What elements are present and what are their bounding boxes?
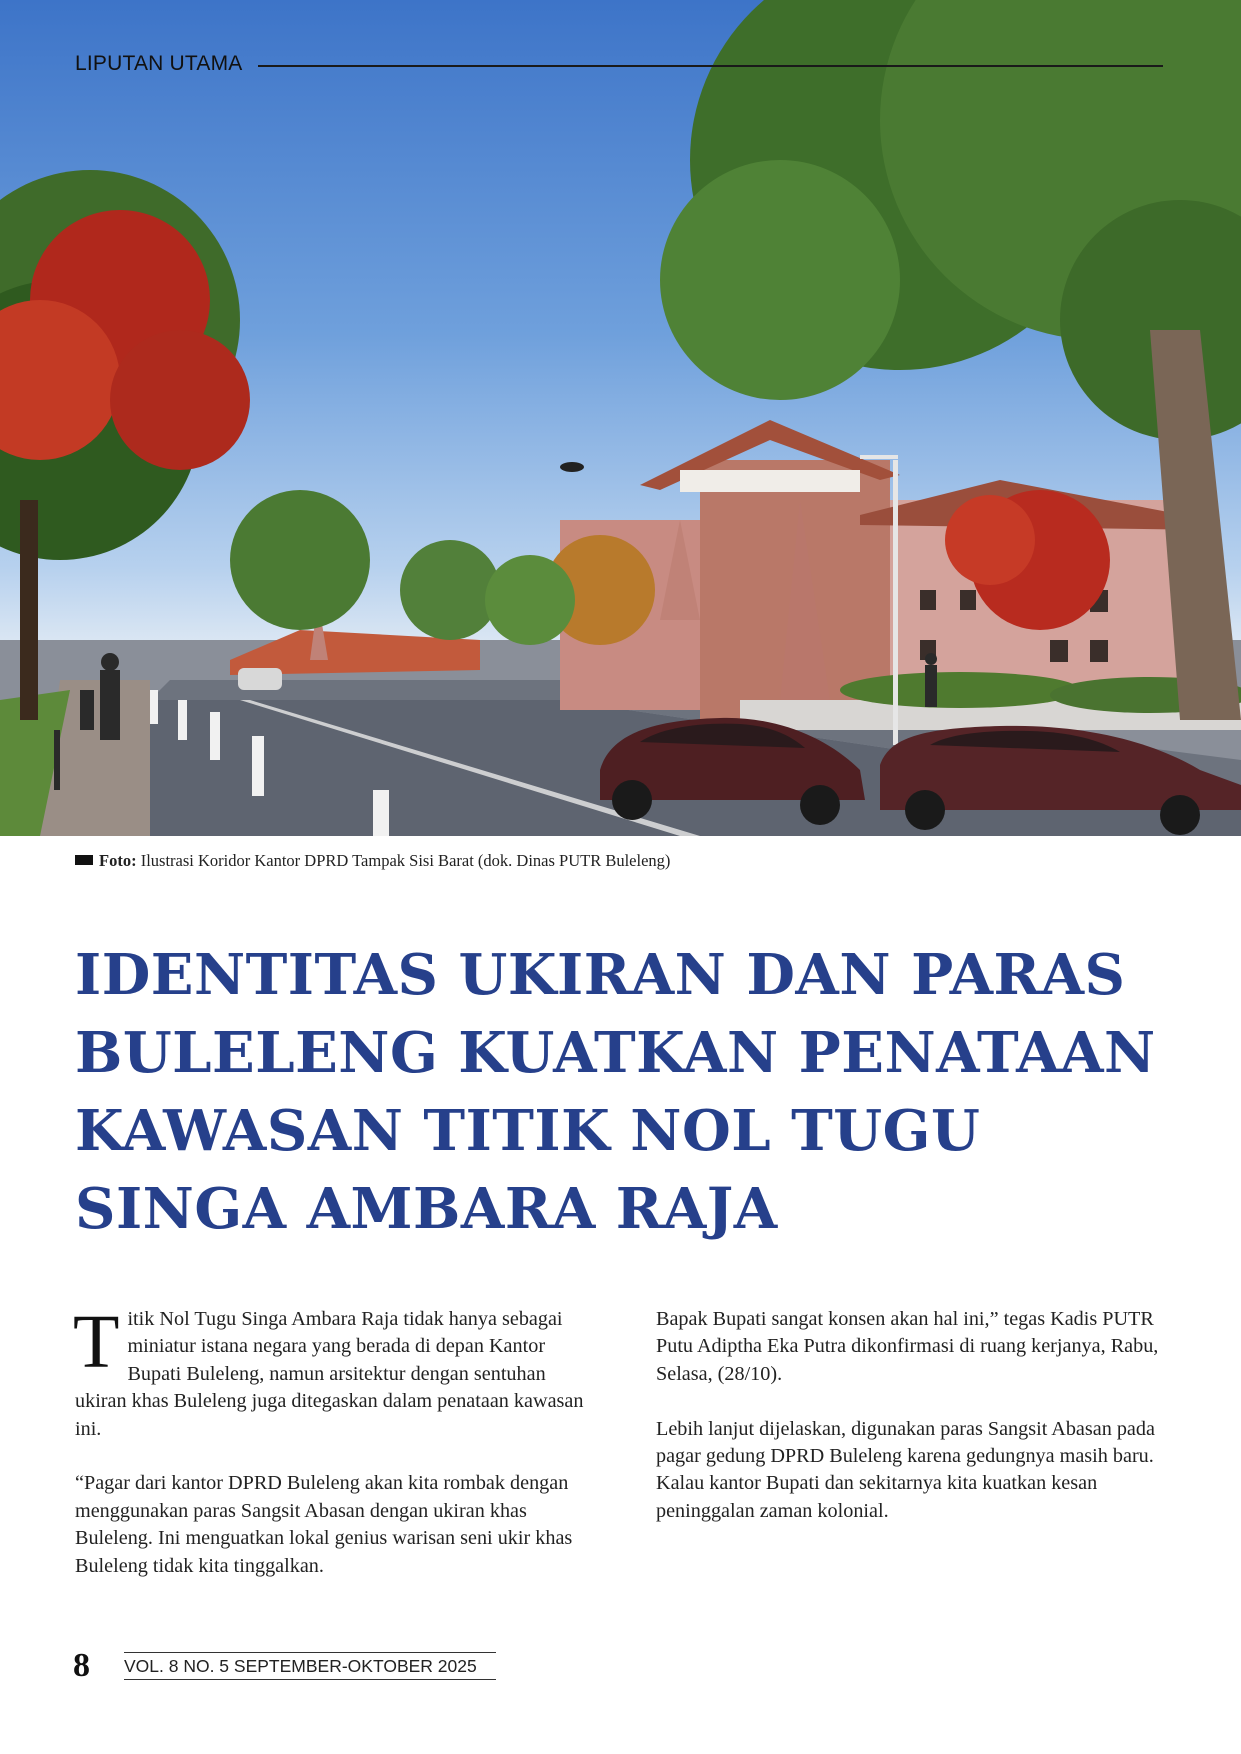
- paragraph: “Pagar dari kantor DPRD Buleleng akan kita rombak dengan menggunakan paras Sangsit Abasan dengan ukiran khas Buleleng. Ini menguatkan lokal genius warisan seni ukir khas Buleleng tidak kita tinggalkan.: [75, 1472, 573, 1577]
- photo-caption: [75, 851, 670, 871]
- article-column-left: [73, 1300, 595, 1607]
- article-headline: IDENTITAS UKIRAN DAN PARAS BULELENG KUATKAN PENATAAN KAWASAN TITIK NOL TUGU SINGA AMBARA RAJA: [75, 942, 1156, 1242]
- paragraph: [73, 1300, 595, 1443]
- header-divider: [258, 65, 1163, 67]
- caption-label: Foto:: [99, 851, 137, 870]
- hero-photo: [0, 0, 1241, 836]
- paragraph-text: itik Nol Tugu Singa Ambara Raja tidak hanya sebagai miniatur istana negara yang berada di depan Kantor Bupati Buleleng, namun arsitektur dengan sentuhan ukiran khas Buleleng juga ditegaskan dalam penataan kawasan ini.: [75, 1308, 584, 1440]
- paragraph: Bapak Bupati sangat konsen akan hal ini,” tegas Kadis PUTR Putu Adiptha Eka Putra dikonfirmasi di ruang kerjanya, Rabu, Selasa, (28/10).: [656, 1308, 1159, 1385]
- caption-text: Ilustrasi Koridor Kantor DPRD Tampak Sisi Barat (dok. Dinas PUTR Buleleng): [140, 851, 671, 870]
- section-label: LIPUTAN UTAMA: [75, 52, 243, 75]
- caption-bullet-icon: [75, 855, 93, 865]
- corridor-illustration: [0, 0, 1241, 836]
- page-number: 8: [73, 1647, 90, 1684]
- article-column-right: [656, 1306, 1176, 1553]
- drop-cap: T: [73, 1300, 120, 1384]
- paragraph: Lebih lanjut dijelaskan, digunakan paras Sangsit Abasan pada pagar gedung DPRD Buleleng karena gedungnya masih baru. Kalau kantor Bupati dan sekitarnya kita kuatkan kesan peninggalan zaman kolonial.: [656, 1417, 1155, 1522]
- issue-info: VOL. 8 NO. 5 SEPTEMBER-OKTOBER 2025: [124, 1652, 496, 1680]
